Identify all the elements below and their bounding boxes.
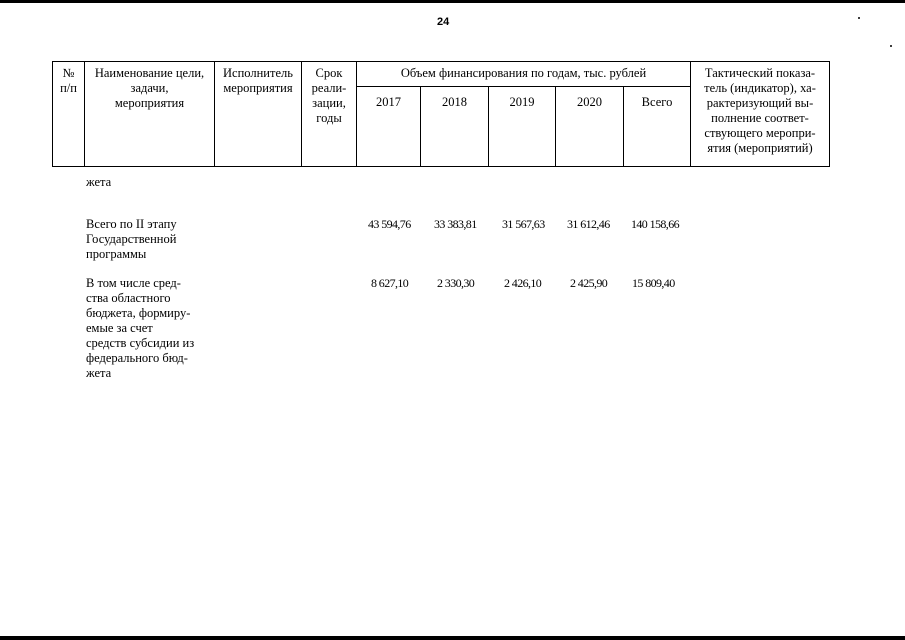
- header-total: Всего: [641, 95, 673, 109]
- value-2020-federal: 2 425,90: [570, 276, 608, 290]
- header-executor: Исполнитель мероприятия: [223, 66, 293, 95]
- scan-speck: [858, 17, 860, 19]
- row-label-federal: В том числе сред- ства областного бюджета, формиру- емые за счет средств субсидии из федерального бюд- жета: [86, 276, 195, 380]
- funding-divider: [356, 86, 690, 87]
- header-year-2019: 2019: [509, 95, 535, 109]
- page-number: 24: [437, 16, 450, 28]
- header-funding: Объем финансирования по годам, тыс. рублей: [400, 66, 647, 80]
- value-2017-federal: 8 627,10: [371, 276, 409, 290]
- value-2019-total: 31 567,63: [502, 217, 545, 231]
- header-name: Наименование цели, задачи, мероприятия: [94, 66, 205, 110]
- value-2018-total: 33 383,81: [434, 217, 477, 231]
- value-2017-total: 43 594,76: [368, 217, 411, 231]
- header-year-2018: 2018: [442, 95, 467, 109]
- value-sum-total: 140 158,66: [631, 217, 680, 231]
- top-border: [0, 0, 905, 3]
- row-label-total: Всего по II этапу Государственной программы: [86, 217, 177, 261]
- header-term: Срок реали- зации, годы: [311, 66, 347, 125]
- value-2018-federal: 2 330,30: [437, 276, 475, 290]
- header-indicator: Тактический показа- тель (индикатор), ха- рактеризующий вы- полнение соответ- ствующего меропри- ятия (мероприятий): [704, 66, 816, 155]
- continuation-text: жета: [86, 175, 112, 189]
- header-num: № п/п: [60, 66, 77, 95]
- header-year-2017: 2017: [376, 95, 401, 109]
- scan-speck: [890, 45, 892, 47]
- value-2019-federal: 2 426,10: [504, 276, 542, 290]
- value-sum-federal: 15 809,40: [632, 276, 675, 290]
- table-header: [52, 61, 830, 167]
- bottom-border: [0, 636, 905, 640]
- value-2020-total: 31 612,46: [567, 217, 610, 231]
- header-year-2020: 2020: [577, 95, 602, 109]
